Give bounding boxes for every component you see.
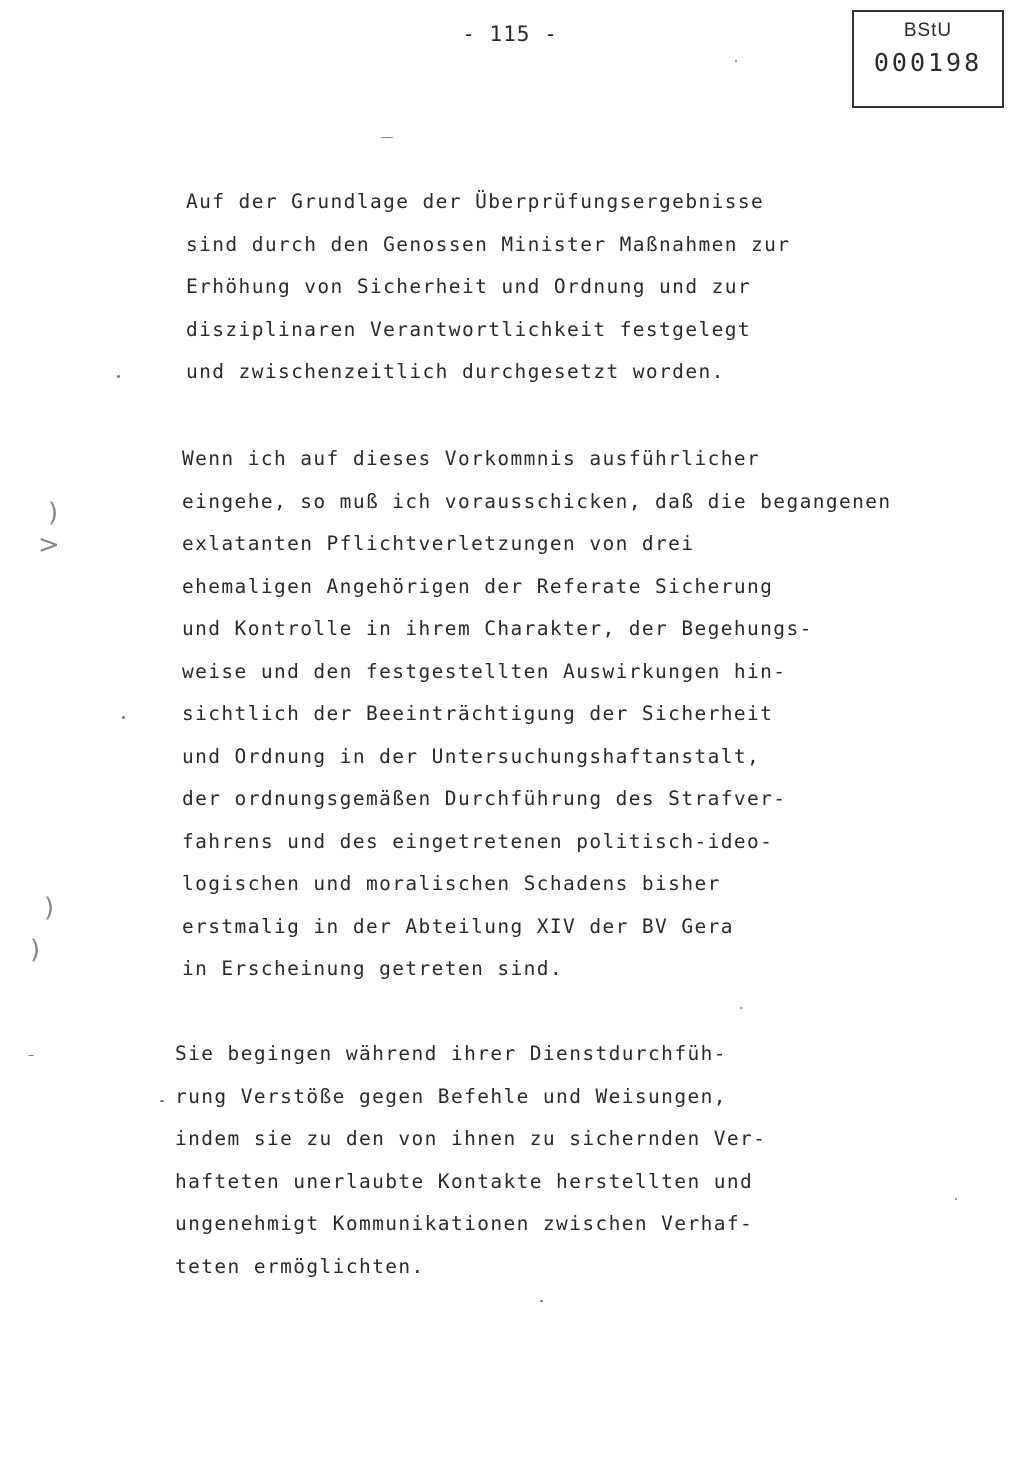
scan-speck (122, 716, 125, 719)
scan-speck (735, 60, 737, 62)
scan-speck (160, 1100, 164, 1102)
text-line: erstmalig in der Abteilung XIV der BV Gera (182, 914, 734, 938)
text-line: fahrens und des eingetretenen politisch-ideo- (182, 829, 774, 853)
text-line: der ordnungsgemäßen Durchführung des Strafver- (182, 787, 787, 810)
margin-bracket-mark: ) (48, 498, 59, 528)
text-line: logischen und moralischen Schadens bisher (182, 872, 721, 895)
text-line: indem sie zu den von ihnen zu sichernden Ver- (175, 1127, 767, 1150)
paragraph-3 (175, 1033, 915, 1288)
text-line: Sie begingen während ihrer Dienstdurchfüh- (175, 1042, 727, 1065)
text-line: teten ermöglichten. (175, 1254, 425, 1278)
margin-bracket-mark: > (38, 530, 60, 560)
scan-speck (117, 375, 120, 378)
scan-speck (380, 137, 394, 138)
text-line: eingehe, so muß ich vorausschicken, daß die begangenen (182, 489, 892, 513)
text-line: rung Verstöße gegen Befehle und Weisungen, (175, 1084, 727, 1108)
text-line: und zwischenzeitlich durchgesetzt worden. (186, 360, 725, 383)
text-line: hafteten unerlaubte Kontakte herstellten und (175, 1169, 754, 1193)
margin-bracket-mark: ) (30, 935, 41, 965)
stamp-organization: BStU (903, 20, 953, 41)
margin-bracket-mark: ) (44, 893, 55, 923)
text-line: sichtlich der Beeinträchtigung der Sicherheit (182, 702, 774, 725)
text-line: ehemaligen Angehörigen der Referate Sicherung (182, 574, 774, 598)
page-number: - 115 - (462, 22, 558, 46)
paragraph-1 (186, 181, 926, 394)
scan-speck (740, 1007, 742, 1009)
scan-speck (540, 1300, 543, 1302)
text-line: Auf der Grundlage der Überprüfungsergebnisse (186, 190, 765, 213)
text-line: in Erscheinung getreten sind. (182, 957, 564, 980)
scan-speck (28, 1055, 34, 1056)
text-line: und Kontrolle in ihrem Charakter, der Begehungs- (182, 617, 813, 640)
text-line: Erhöhung von Sicherheit und Ordnung und zur (186, 275, 752, 298)
text-line: Wenn ich auf dieses Vorkommnis ausführlicher (182, 447, 761, 470)
archive-stamp (852, 10, 1004, 108)
paragraph-2 (182, 438, 922, 991)
stamp-number: 000198 (873, 48, 983, 77)
text-line: exlatanten Pflichtverletzungen von drei (182, 532, 695, 555)
scan-speck (955, 1198, 957, 1200)
text-line: sind durch den Genossen Minister Maßnahmen zur (186, 232, 791, 256)
text-line: ungenehmigt Kommunikationen zwischen Verhaf- (175, 1212, 754, 1235)
text-line: weise und den festgestellten Auswirkungen hin- (182, 659, 787, 683)
text-line: disziplinaren Verantwortlichkeit festgelegt (186, 317, 752, 341)
text-line: und Ordnung in der Untersuchungshaftanstalt, (182, 744, 761, 768)
